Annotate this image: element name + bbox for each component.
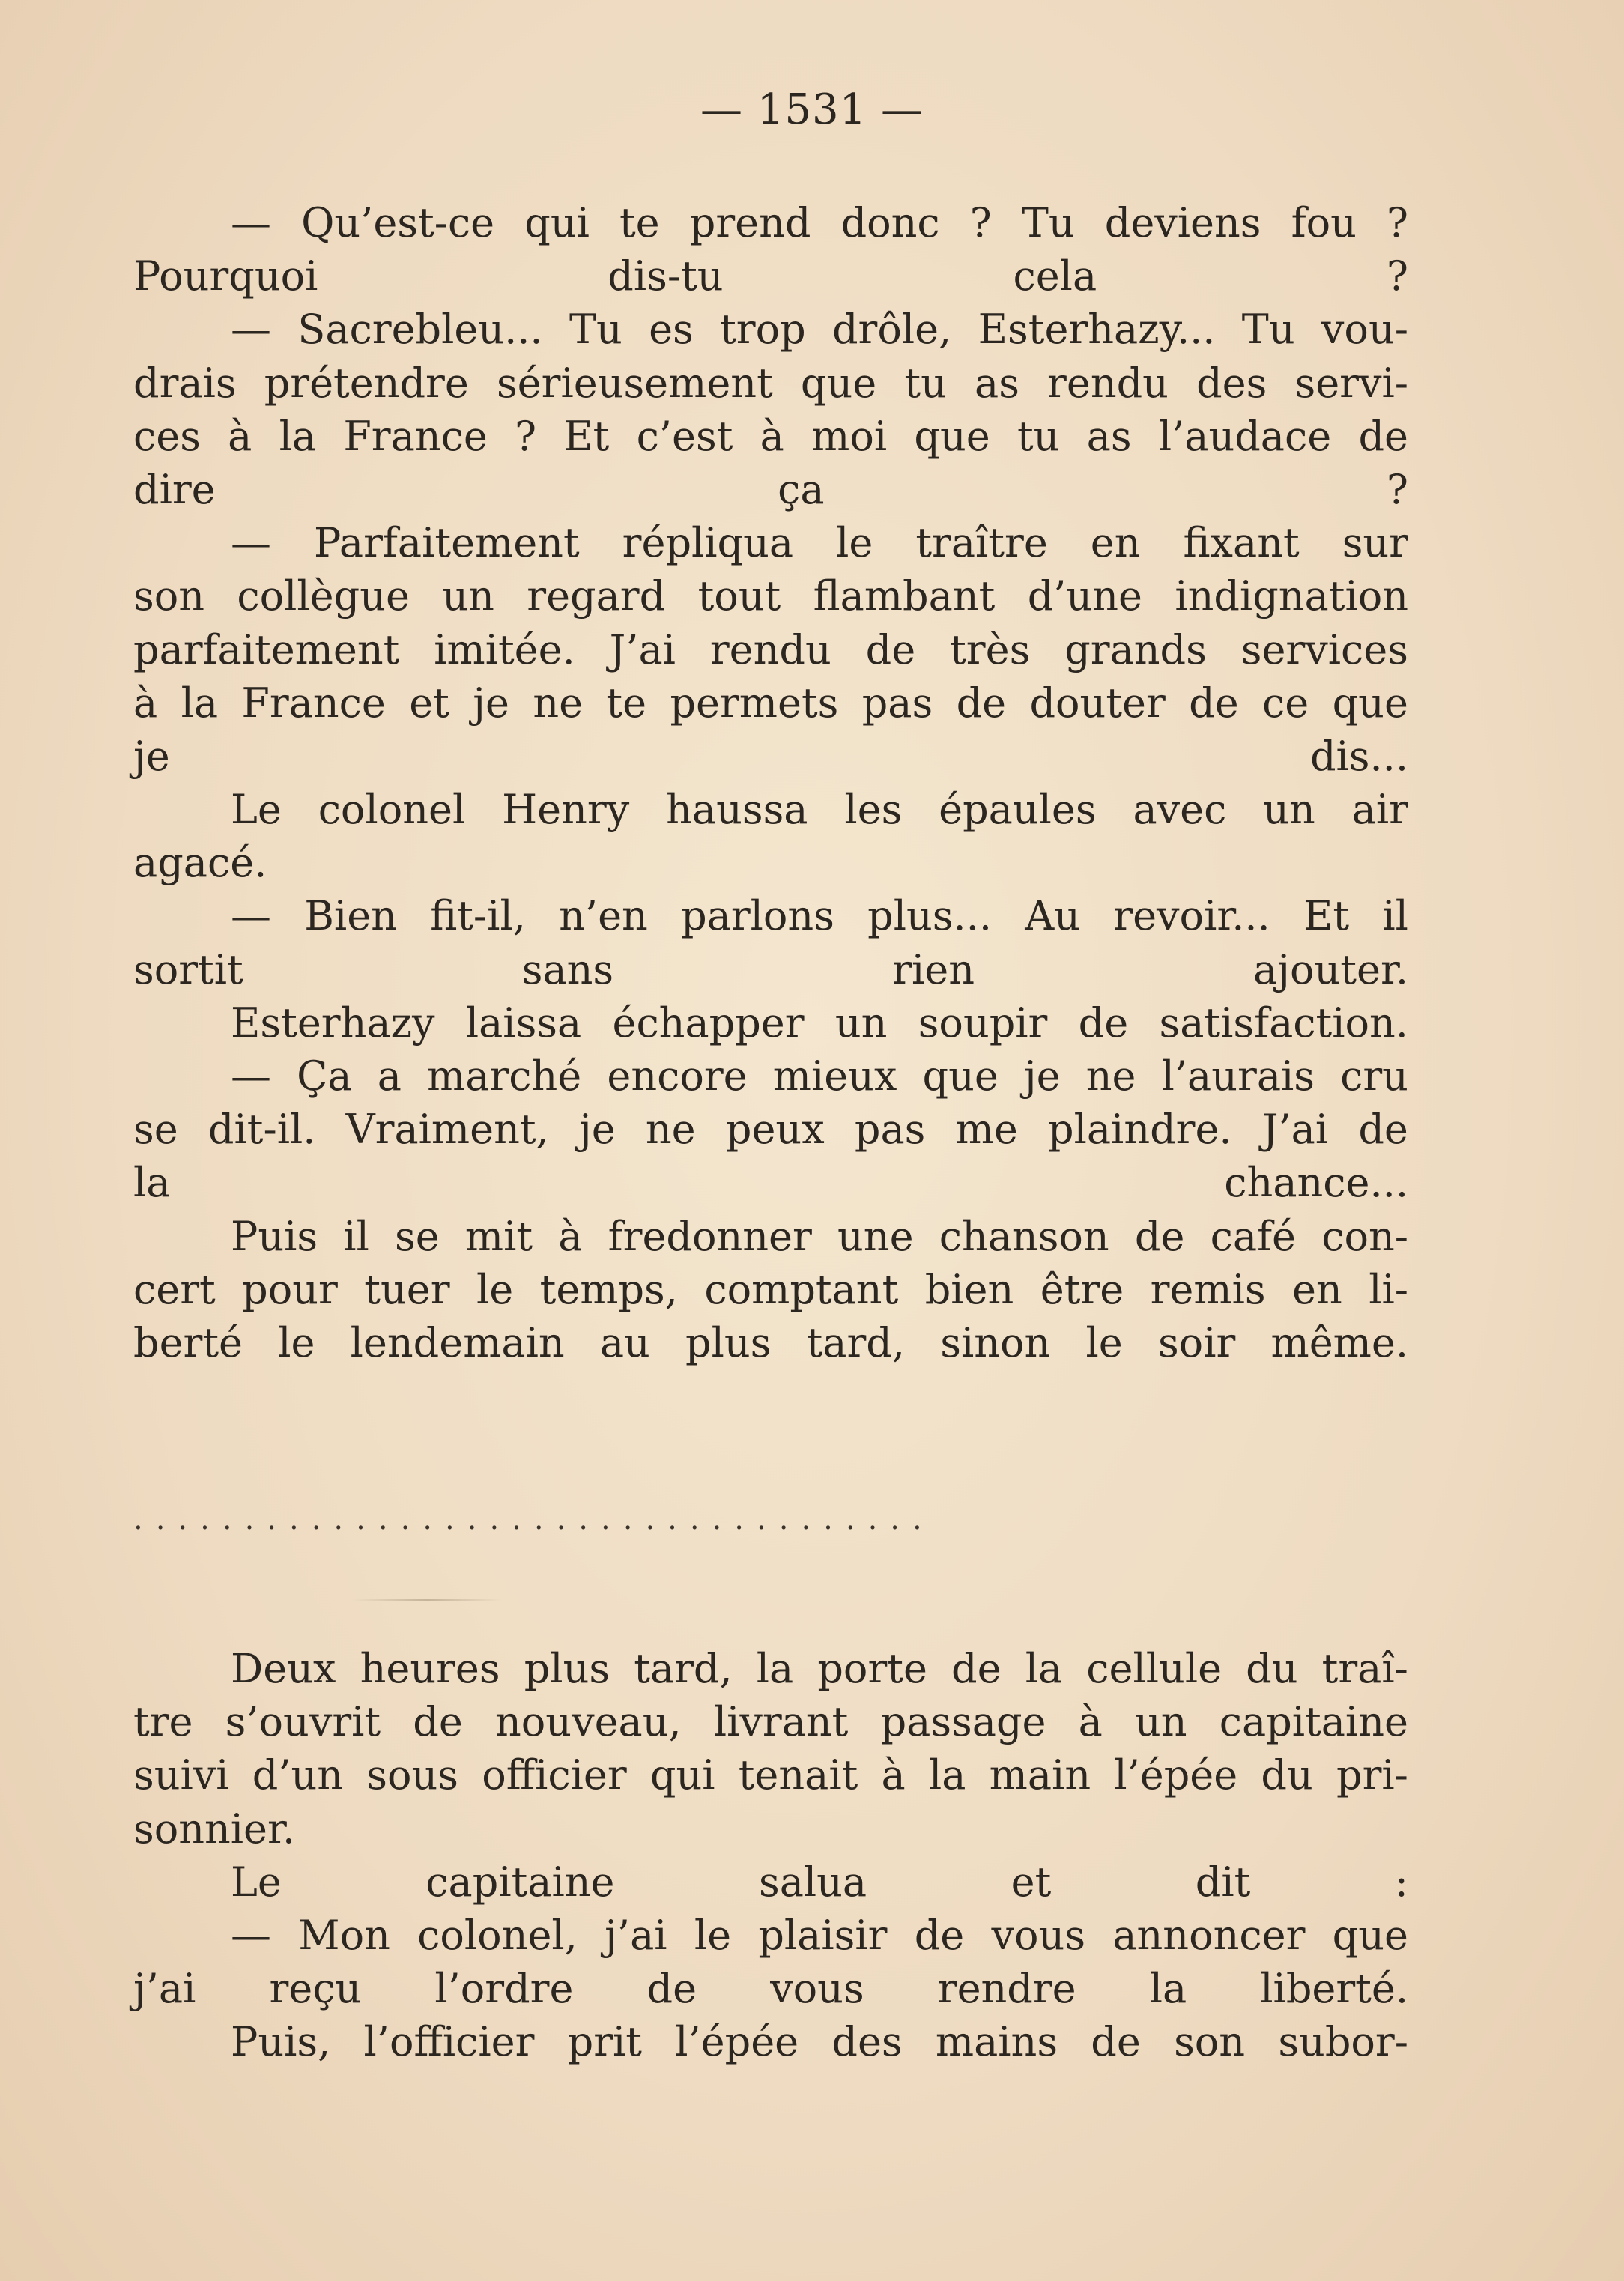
text-line: se dit-il. Vraiment, je ne peux pas me plaindre. J’ai de [133,1106,1408,1154]
text-line: berté le lendemain au plus tard, sinon le soir même. [133,1318,1408,1366]
text-line: j’ai reçu l’ordre de vous rendre la liberté. [133,1965,1408,2013]
text-line: drais prétendre sérieusement que tu as rendu des servi- [133,359,1408,407]
page-number: — 1531 — [700,85,924,134]
text-section-dialogue [133,196,1408,1369]
text-line: Pourquoi dis-tu cela ? [133,252,1408,300]
text-line: dire ça ? [133,465,1408,513]
text-line: sonnier. [133,1805,296,1853]
text-line: je dis... [133,732,1408,780]
text-line: — Ça a marché encore mieux que je ne l’aurais cru [231,1052,1408,1100]
text-line: — Mon colonel, j’ai le plaisir de vous annoncer que [231,1911,1408,1959]
text-line: ces à la France ? Et c’est à moi que tu as l’audace de [133,412,1408,460]
faint-rule [352,1599,502,1601]
text-line: Deux heures plus tard, la porte de la cellule du traî- [231,1645,1408,1692]
text-line: parfaitement imitée. J’ai rendu de très grands services [133,625,1408,673]
text-line: la chance... [133,1159,1408,1207]
text-line: à la France et je ne te permets pas de douter de ce que [133,679,1408,727]
text-line: Puis il se mit à fredonner une chanson de café con- [231,1212,1408,1260]
text-line: suivi d’un sous officier qui tenait à la main l’épée du pri- [133,1751,1408,1799]
text-line: agacé. [133,839,267,887]
text-line: Puis, l’officier prit l’épée des mains de son subor- [231,2018,1408,2066]
text-line: son collègue un regard tout flambant d’une indignation [133,572,1408,620]
text-line: — Bien fit-il, n’en parlons plus... Au revoir... Et il [231,892,1408,940]
section-separator-dots: .................................... [133,1502,935,1536]
text-line: sortit sans rien ajouter. [133,945,1408,993]
text-line: — Parfaitement répliqua le traître en fixant sur [231,519,1408,567]
text-section-release [133,1642,1408,2069]
text-line: — Sacrebleu... Tu es trop drôle, Esterhazy... Tu vou- [231,306,1408,354]
text-line: tre s’ouvrit de nouveau, livrant passage à un capitaine [133,1698,1408,1746]
text-line: Le colonel Henry haussa les épaules avec un air [231,786,1408,834]
text-line: — Qu’est-ce qui te prend donc ? Tu deviens fou ? [231,199,1408,246]
text-line: Le capitaine salua et dit : [231,1858,1408,1906]
text-line: Esterhazy laissa échapper un soupir de satisfaction. [231,999,1408,1046]
text-line: cert pour tuer le temps, comptant bien être remis en li- [133,1265,1408,1313]
